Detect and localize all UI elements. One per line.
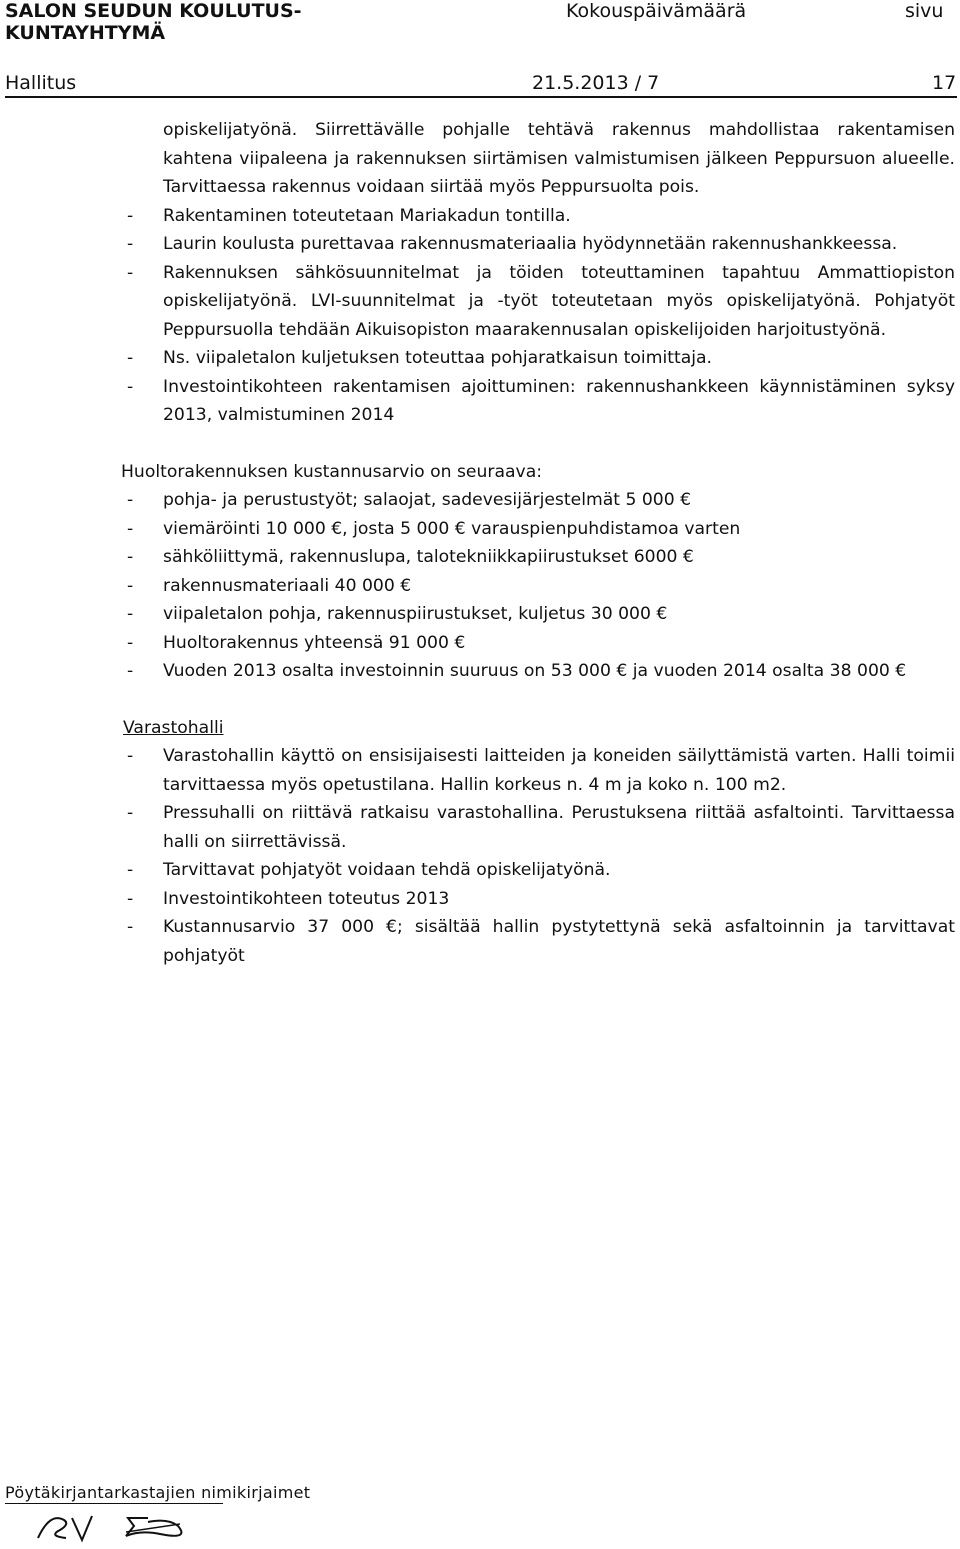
list-item: - Pressuhalli on riittävä ratkaisu varastohallina. Perustuksena riittää asfaltointi. Tarvittaessa halli on siirrettävissä. xyxy=(127,803,955,852)
list-item: - Rakennuksen sähkösuunnitelmat ja töiden toteuttaminen tapahtuu Ammattiopiston opiskelijatyönä. LVI-suunnitelmat ja -työt toteutetaan myös opiskelijatyönä. Pohjatyöt Peppursuolla tehdään Aikuisopiston maarakennusalan opiskelijoiden harjoitustyönä. xyxy=(127,262,955,340)
document-type-label: Kokouspäivämäärä xyxy=(566,0,747,22)
list-item: - Investointikohteen toteutus 2013 xyxy=(127,888,450,909)
bullet-list-project xyxy=(125,202,955,430)
list-item: - Kustannusarvio 37 000 €; sisältää hallin pystytettynä sekä asfaltoinnin ja tarvittavat pohjatyöt xyxy=(127,917,955,966)
document-body xyxy=(121,116,955,970)
page-number: 17 xyxy=(932,72,957,94)
list-item: - Huoltorakennus yhteensä 91 000 € xyxy=(127,632,466,653)
list-item: - Ns. viipaletalon kuljetuksen toteuttaa pohjaratkaisun toimittaja. xyxy=(127,348,713,368)
list-item: - Vuoden 2013 osalta investoinnin suuruus on 53 000 € ja vuoden 2014 osalta 38 000 € xyxy=(127,661,907,681)
list-item: - viipaletalon pohja, rakennuspiirustukset, kuljetus 30 000 € xyxy=(127,604,668,624)
list-item: - Rakentaminen toteutetaan Mariakadun tontilla. xyxy=(127,205,571,226)
list-item: - viemäröinti 10 000 €, josta 5 000 € varauspienpuhdistamoa varten xyxy=(127,518,741,539)
handwritten-initials xyxy=(30,1508,230,1548)
intro-paragraph: opiskelijatyönä. Siirrettävälle pohjalle tehtävä rakennus mahdollistaa rakentamisen kahtena viipaleena ja rakennuksen siirtämisen valmistumisen jälkeen Peppursuon alueelle. Tarvittaessa rakennus voidaan siirtää myös Peppursuolta pois. xyxy=(163,120,955,197)
list-item: - Laurin koulusta purettavaa rakennusmateriaalia hyödynnetään rakennushankkeessa. xyxy=(127,234,898,254)
list-item: - pohja- ja perustustyöt; salaojat, sadevesijärjestelmät 5 000 € xyxy=(127,490,692,510)
page-label: sivu xyxy=(905,0,944,22)
org-line-2: KUNTAYHTYMÄ xyxy=(5,22,166,44)
list-item: - sähköliittymä, rakennuslupa, talotekniikkapiirustukset 6000 € xyxy=(127,547,694,567)
bullet-list-costs xyxy=(125,486,955,686)
board-name: Hallitus xyxy=(5,72,77,94)
signature-title: Pöytäkirjantarkastajien nimikirjaimet xyxy=(5,1483,311,1502)
organization-name xyxy=(5,0,302,44)
org-line-1: SALON SEUDUN KOULUTUS- xyxy=(5,0,302,22)
section-heading-warehouse: Varastohalli xyxy=(123,717,224,738)
signature-line xyxy=(5,1503,223,1504)
list-item: - Investointikohteen rakentamisen ajoittuminen: rakennushankkeen käynnistäminen syksy 2013, valmistuminen 2014 xyxy=(127,376,955,425)
cost-estimate-heading: Huoltorakennuksen kustannusarvio on seuraava: xyxy=(121,461,543,482)
list-item: - rakennusmateriaali 40 000 € xyxy=(127,575,412,596)
list-item: - Tarvittavat pohjatyöt voidaan tehdä opiskelijatyönä. xyxy=(127,860,611,880)
meeting-date: 21.5.2013 / 7 xyxy=(532,72,660,94)
list-item: - Varastohallin käyttö on ensisijaisesti laitteiden ja koneiden säilyttämistä varten. Halli toimii tarvittaessa myös opetustilana. Hallin korkeus n. 4 m ja koko n. 100 m2. xyxy=(127,746,955,795)
header-rule xyxy=(5,96,957,98)
bullet-list-warehouse xyxy=(125,742,955,970)
